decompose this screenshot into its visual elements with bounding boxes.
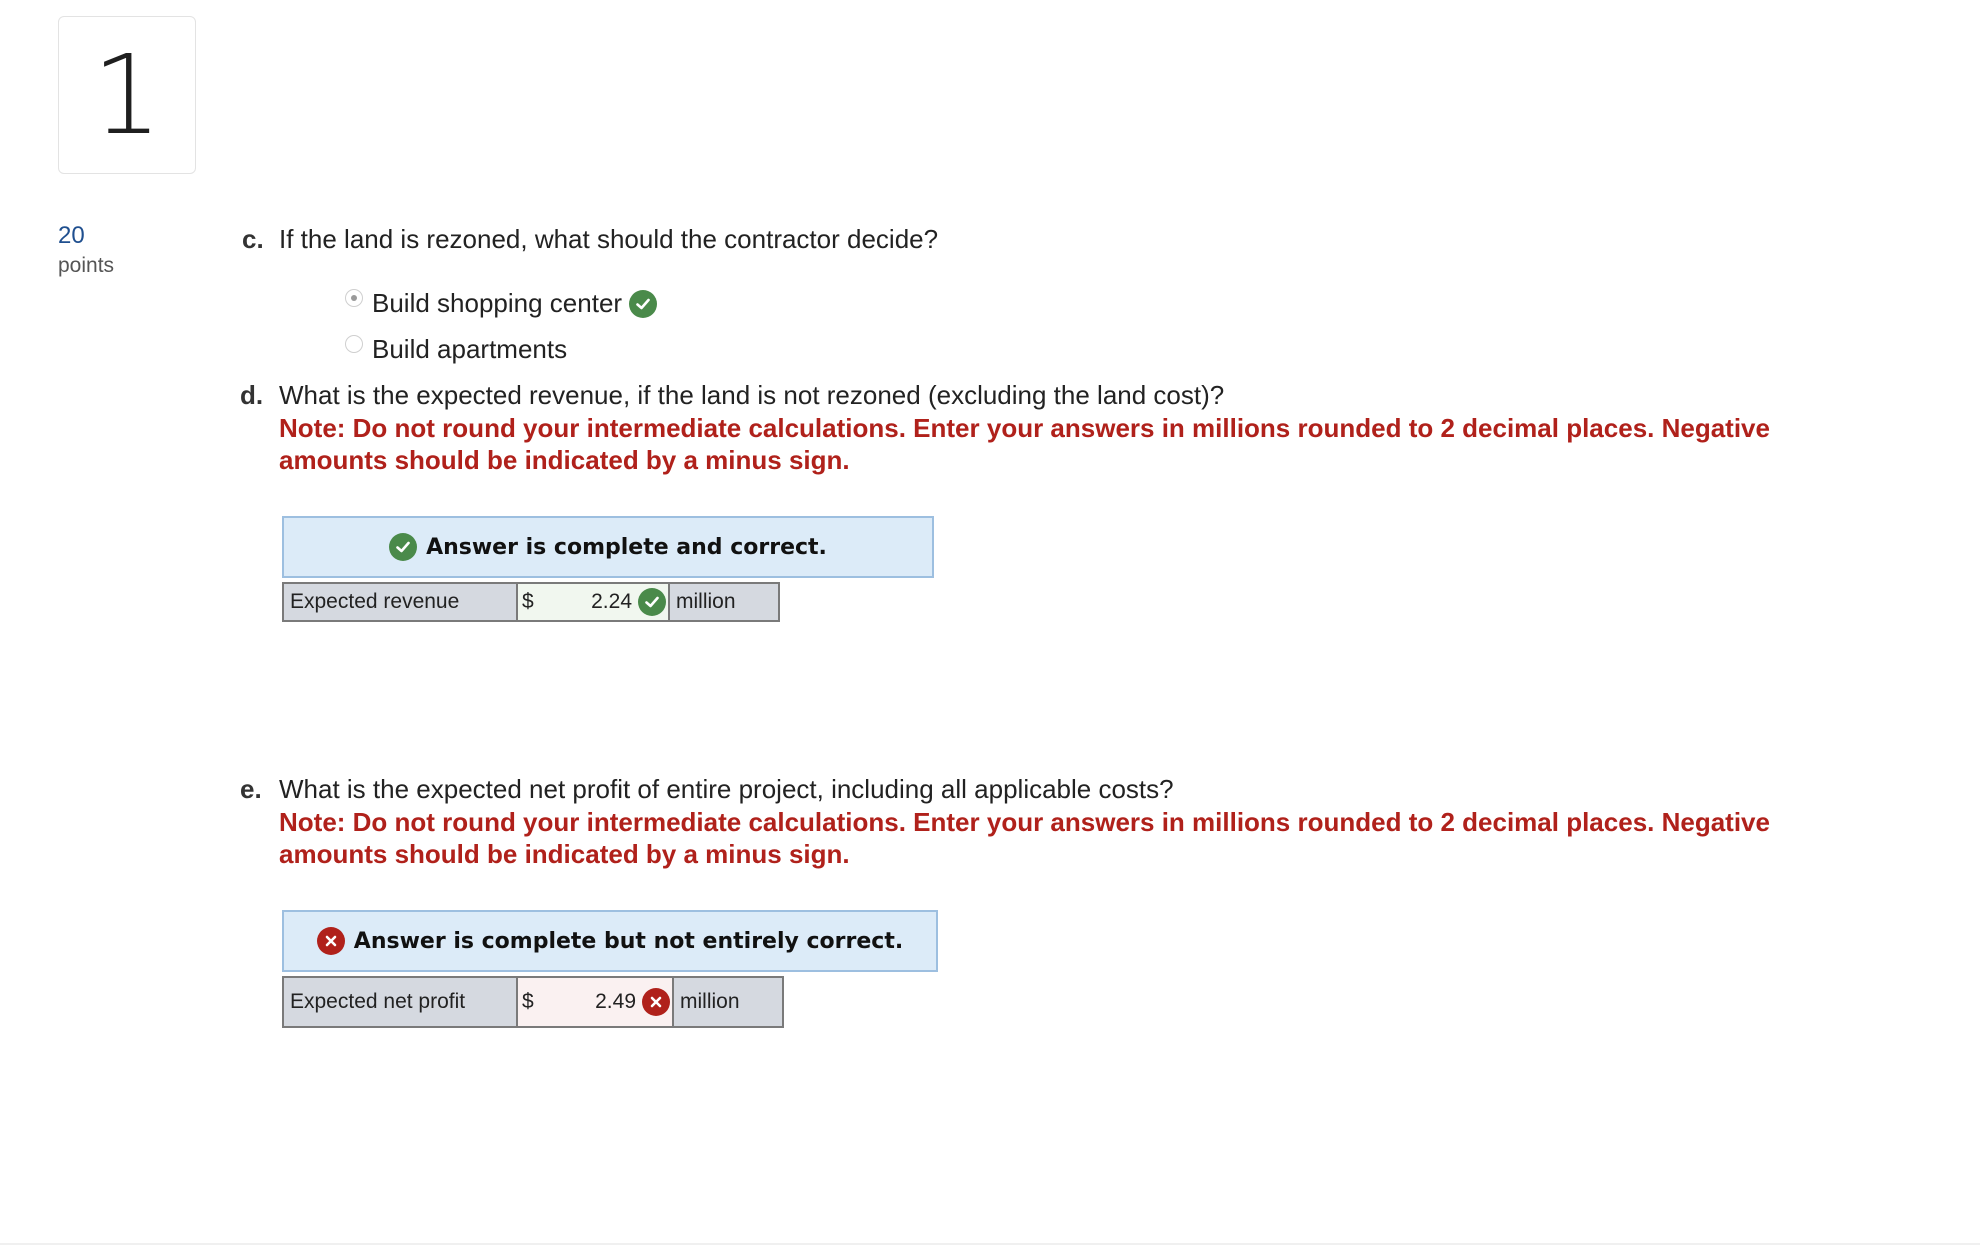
answer-value[interactable]: 2.49 — [595, 990, 636, 1013]
check-circle-icon — [389, 533, 417, 561]
table-row — [283, 583, 779, 621]
option-build-shopping-center[interactable] — [345, 288, 657, 319]
part-e-question: What is the expected net profit of entire project, including all applicable costs? — [279, 774, 1174, 804]
part-d-note: Note: Do not round your intermediate calculations. Enter your answers in millions rounded to 2 decimal places. Negative amounts should be indicated by a minus sign. — [279, 413, 1770, 475]
points-value: 20 — [58, 222, 85, 249]
currency-symbol: $ — [522, 990, 534, 1013]
answer-status-banner — [282, 910, 938, 972]
option-build-apartments[interactable] — [345, 334, 567, 365]
part-e-note: Note: Do not round your intermediate calculations. Enter your answers in millions rounded to 2 decimal places. Negative amounts should be indicated by a minus sign. — [279, 807, 1770, 869]
check-circle-icon — [638, 588, 666, 616]
part-e-letter: e. — [240, 774, 262, 804]
check-circle-icon — [629, 290, 657, 318]
unit-label: million — [673, 977, 783, 1027]
answer-value-cell[interactable] — [517, 583, 669, 621]
currency-symbol: $ — [522, 590, 534, 613]
unit-label: million — [669, 583, 779, 621]
bottom-divider — [0, 1243, 1980, 1245]
banner-text: Answer is complete but not entirely correct. — [353, 928, 904, 954]
points-label: points — [58, 254, 115, 277]
answer-value-cell[interactable] — [517, 977, 673, 1027]
banner-text: Answer is complete and correct. — [426, 534, 827, 560]
row-label: Expected net profit — [283, 977, 517, 1027]
option-label[interactable]: Build shopping center — [372, 288, 623, 318]
x-circle-icon — [642, 988, 670, 1016]
question-number-card — [58, 16, 196, 174]
radio-button[interactable] — [345, 335, 363, 353]
question-number: 1 — [92, 31, 162, 159]
part-c-letter: c. — [242, 224, 264, 254]
part-d-question: What is the expected revenue, if the land is not rezoned (excluding the land cost)? — [279, 380, 1225, 410]
part-d-letter: d. — [240, 380, 264, 410]
answer-status-banner — [282, 516, 934, 578]
table-row — [283, 977, 783, 1027]
part-c-question: If the land is rezoned, what should the contractor decide? — [279, 224, 939, 254]
answer-table — [282, 976, 784, 1028]
row-label: Expected revenue — [283, 583, 517, 621]
option-label[interactable]: Build apartments — [372, 334, 568, 364]
answer-table — [282, 582, 780, 622]
answer-value[interactable]: 2.24 — [591, 590, 632, 613]
radio-button-selected[interactable] — [345, 289, 363, 307]
x-circle-icon — [317, 927, 345, 955]
